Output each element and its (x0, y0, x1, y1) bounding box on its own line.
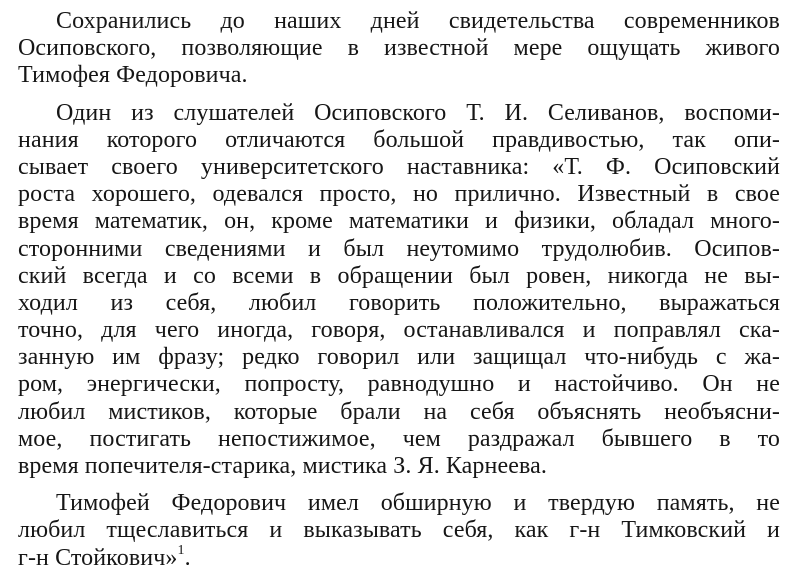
text-line: точно, для чего иногда, говоря, останавливался и поправлял ска- (18, 317, 780, 344)
text-line: любил мистиков, которые брали на себя объяснять необъясни- (18, 398, 780, 425)
paragraph-gap (18, 90, 780, 100)
text-line: время математик, он, кроме математики и физики, обладал много- (18, 208, 780, 235)
text-line: сывает своего университетского наставника: «Т. Ф. Осиповский (18, 153, 780, 180)
text-line: ский всегда и со всеми в обращении был ровен, никогда не вы- (18, 262, 780, 289)
text-line: Тимофей Федорович имел обширную и твердую память, не (56, 490, 780, 517)
text-line: нания которого отличаются большой правдивостью, так опи- (18, 126, 780, 153)
footnote-marker: 1 (177, 542, 185, 558)
text-line: роста хорошего, одевался просто, но прилично. Известный в свое (18, 181, 780, 208)
text-line: Один из слушателей Осиповского Т. И. Селиванов, воспоми- (56, 99, 780, 126)
document-page (18, 8, 780, 572)
text-line: Осиповского, позволяющие в известной мере ощущать живого (18, 35, 780, 62)
text-line: время попечителя-старика, мистика З. Я. Карнеева. (18, 453, 547, 479)
text-line: ходил из себя, любил говорить положительно, выражаться (18, 289, 780, 316)
text-line: мое, постигать непостижимое, чем раздражал бывшего в то (18, 425, 780, 452)
paragraph-gap (18, 480, 780, 490)
text-line: занную им фразу; редко говорил или защищал что-нибудь с жа- (18, 344, 780, 371)
text-line: Тимофея Федоровича. (18, 62, 248, 89)
text-line: Сохранились до наших дней свидетельства современников (56, 8, 780, 34)
trailing-punctuation: . (184, 544, 191, 571)
text-line: любил тщеславиться и выказывать себя, как г-н Тимковский и (18, 517, 780, 544)
text-line: сторонними сведениями и был неутомимо трудолюбив. Осипов- (18, 235, 780, 262)
text-line: ром, энергически, попросту, равнодушно и настойчиво. Он не (18, 371, 780, 398)
text-line-content: г-н Стойкович» (18, 544, 178, 571)
paragraph-1 (18, 8, 780, 90)
paragraph-2 (18, 100, 780, 481)
text-line-final (18, 542, 780, 572)
